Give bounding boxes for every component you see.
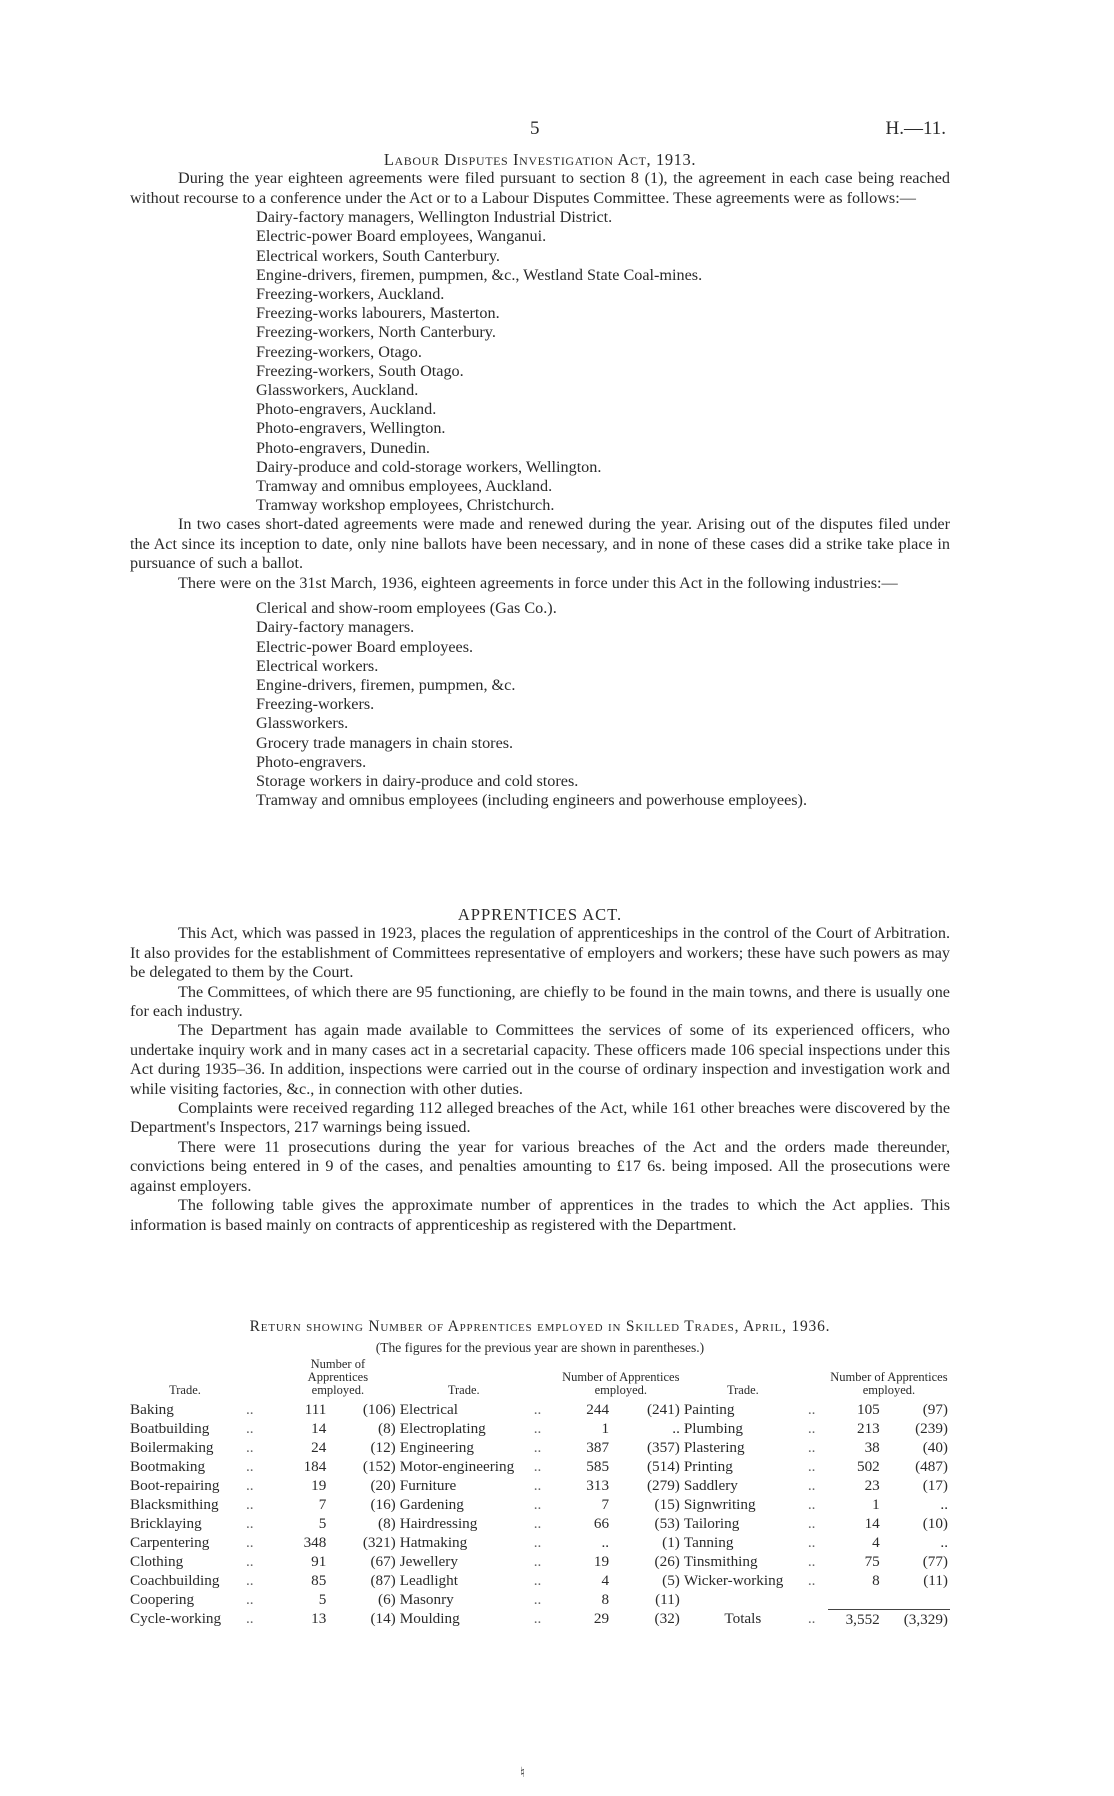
previous-year-count: (5): [662, 1572, 680, 1589]
apprentices-count: 1: [601, 1420, 610, 1437]
apprentices-count: 7: [601, 1496, 610, 1513]
trade-name: Bricklaying: [130, 1515, 202, 1532]
leader-dots: ..: [533, 1496, 542, 1513]
apprentices-count: 348: [303, 1534, 327, 1551]
trade-name: Saddlery: [683, 1477, 738, 1494]
leader-dots: ..: [533, 1439, 542, 1456]
previous-year-count: (514): [646, 1458, 680, 1475]
trade-name: Moulding: [399, 1610, 460, 1627]
header-trade: Trade.: [169, 1383, 201, 1397]
apprentices-paragraph: Complaints were received regarding 112 alleged breaches of the Act, while 161 other breaches were discovered by the Department's Inspectors, 217 warnings being issued.: [130, 1099, 950, 1137]
table-row: [128, 1609, 950, 1629]
trade-name: Plastering: [683, 1439, 745, 1456]
table-subtitle: (The figures for the previous year are shown in parentheses.): [375, 1340, 705, 1355]
table-row: [128, 1400, 950, 1419]
previous-year-count: (8): [378, 1420, 396, 1437]
industry-item: Photo-engravers.: [256, 752, 367, 771]
previous-year-count: (77): [922, 1553, 948, 1570]
page-number: 5: [530, 118, 540, 139]
agreement-item: Freezing-workers, Otago.: [256, 342, 422, 361]
leader-dots: ..: [246, 1420, 254, 1437]
agreement-item: Electrical workers, South Canterbury.: [256, 246, 500, 265]
apprentices-count: 19: [311, 1477, 327, 1494]
leader-dots: ..: [807, 1553, 816, 1570]
trade-name: Painting: [683, 1401, 735, 1418]
leader-dots: ..: [807, 1515, 816, 1532]
trade-name: [682, 1590, 804, 1609]
trade-name: Masonry: [399, 1591, 454, 1608]
trade-name: Cycle-working: [130, 1610, 222, 1627]
table-row: [128, 1495, 950, 1514]
apprentices-count: 8: [872, 1572, 880, 1589]
trade-name: Leadlight: [399, 1572, 458, 1589]
table-row: [128, 1476, 950, 1495]
labour-disputes-section: [130, 150, 950, 810]
table-row: [128, 1571, 950, 1590]
apprentices-count: 105: [856, 1401, 880, 1418]
leader-dots: [804, 1590, 828, 1609]
agreement-item: Freezing-workers, North Canterbury.: [256, 323, 496, 342]
apprentices-section: [130, 905, 950, 1235]
industry-item: Grocery trade managers in chain stores.: [256, 733, 514, 752]
previous-year-count: (87): [370, 1572, 396, 1589]
header-trade: Trade.: [726, 1383, 759, 1397]
agreement-item: Tramway workshop employees, Christchurch.: [256, 496, 555, 515]
header-number: Number of Apprentices employed.: [562, 1370, 680, 1397]
leader-dots: ..: [246, 1477, 254, 1494]
leader-dots: ..: [246, 1553, 254, 1570]
previous-year-count: (26): [654, 1553, 680, 1570]
agreement-item: Engine-drivers, firemen, pumpmen, &c., Westland State Coal-mines.: [256, 265, 703, 284]
table-row: [128, 1590, 950, 1609]
leader-dots: ..: [246, 1401, 254, 1418]
industry-item: Dairy-factory managers.: [256, 618, 415, 637]
agreements-list: [130, 208, 950, 515]
previous-year-count: (152): [362, 1458, 396, 1475]
apprentices-count: 14: [311, 1420, 327, 1437]
trade-name: Motor-engineering: [399, 1458, 515, 1475]
agreement-item: Photo-engravers, Wellington.: [256, 419, 446, 438]
apprentices-count: 8: [601, 1591, 610, 1608]
previous-year-count: ..: [940, 1534, 948, 1551]
table-row: [128, 1552, 950, 1571]
leader-dots: ..: [246, 1534, 254, 1551]
apprentices-count: 29: [593, 1610, 610, 1627]
table-row: [128, 1514, 950, 1533]
leader-dots: ..: [807, 1401, 816, 1418]
header-number: Number of Apprentices employed.: [307, 1357, 369, 1397]
apprentices-count: 184: [303, 1458, 327, 1475]
leader-dots: ..: [533, 1610, 542, 1627]
trade-name: Hatmaking: [399, 1534, 468, 1551]
trade-name: Tinsmithing: [683, 1553, 758, 1570]
previous-year-count: (239): [915, 1420, 948, 1437]
previous-year-count: (3,329): [882, 1609, 950, 1629]
apprentices-table: [128, 1358, 950, 1629]
previous-year-count: (15): [654, 1496, 680, 1513]
leader-dots: ..: [807, 1610, 816, 1627]
apprentices-paragraph: The following table gives the approximate number of apprentices in the trades to which the Act applies. This information is based mainly on contracts of apprenticeship as registered with the Department.: [130, 1196, 950, 1234]
leader-dots: ..: [807, 1477, 816, 1494]
leader-dots: ..: [533, 1420, 542, 1437]
previous-year-count: (279): [646, 1477, 680, 1494]
agreement-item: Freezing-workers, South Otago.: [256, 361, 464, 380]
previous-year-count: (106): [362, 1401, 396, 1418]
leader-dots: ..: [807, 1496, 816, 1513]
previous-year-count: ..: [672, 1420, 680, 1437]
leader-dots: ..: [807, 1572, 816, 1589]
apprentices-count: 66: [593, 1515, 610, 1532]
previous-year-count: (11): [655, 1591, 680, 1608]
apprentices-count: 5: [318, 1515, 327, 1532]
trade-name: Coopering: [130, 1591, 195, 1608]
trade-name: Gardening: [399, 1496, 464, 1513]
trade-name: Jewellery: [399, 1553, 458, 1570]
apprentices-count: 75: [864, 1553, 880, 1570]
labour-disputes-heading: Labour Disputes Investigation Act, 1913.: [383, 150, 697, 169]
apprentices-count: 7: [318, 1496, 327, 1513]
trade-name: Blacksmithing: [130, 1496, 219, 1513]
agreement-item: Dairy-factory managers, Wellington Industrial District.: [256, 208, 613, 227]
table-body: [128, 1400, 950, 1629]
leader-dots: ..: [246, 1572, 254, 1589]
trade-name: Tailoring: [683, 1515, 740, 1532]
apprentices-heading: APPRENTICES ACT.: [457, 905, 623, 924]
leader-dots: ..: [246, 1515, 254, 1532]
agreement-item: Freezing-workers, Auckland.: [256, 285, 445, 304]
apprentices-count: 91: [311, 1553, 327, 1570]
previous-year-count: (12): [370, 1439, 396, 1456]
trade-name: Totals: [724, 1610, 762, 1627]
previous-year-count: (32): [654, 1610, 680, 1627]
industry-item: Clerical and show-room employees (Gas Co.).: [256, 599, 557, 618]
leader-dots: ..: [807, 1420, 816, 1437]
apprentices-count: [828, 1590, 882, 1609]
apprentices-count: 1: [872, 1496, 880, 1513]
industries-list: [130, 599, 950, 810]
leader-dots: ..: [533, 1553, 542, 1570]
previous-year-count: (16): [370, 1496, 396, 1513]
header-number: Number of Apprentices employed.: [830, 1370, 948, 1397]
apprentices-paragraph: There were 11 prosecutions during the year for various breaches of the Act and the orders made thereunder, convictions being entered in 9 of the cases, and penalties amounting to £17 6s. being imposed. All the prosecutions were against employers.: [130, 1137, 950, 1195]
apprentices-count: 5: [318, 1591, 327, 1608]
apprentices-count: 14: [864, 1515, 880, 1532]
trade-name: Electrical: [399, 1401, 458, 1418]
apprentices-count: 502: [856, 1458, 880, 1475]
previous-year-count: (487): [915, 1458, 948, 1475]
previous-year-count: (67): [370, 1553, 396, 1570]
leader-dots: ..: [533, 1401, 542, 1418]
page-reference: H.—11.: [885, 118, 946, 139]
table-row: [128, 1533, 950, 1552]
apprentices-count: 38: [864, 1439, 880, 1456]
trade-name: Hairdressing: [399, 1515, 478, 1532]
apprentices-count: 313: [586, 1477, 610, 1494]
table-header-row: [128, 1358, 950, 1400]
leader-dots: ..: [246, 1496, 254, 1513]
trade-name: Wicker-working: [683, 1572, 784, 1589]
previous-year-count: [882, 1590, 950, 1609]
agreement-item: Dairy-produce and cold-storage workers, Wellington.: [256, 457, 602, 476]
trade-name: Boatbuilding: [130, 1420, 210, 1437]
previous-year-count: (1): [662, 1534, 680, 1551]
apprentices-count: 24: [311, 1439, 327, 1456]
table-row: [128, 1457, 950, 1476]
trade-name: Clothing: [130, 1553, 184, 1570]
previous-year-count: (97): [922, 1401, 948, 1418]
trade-name: Furniture: [399, 1477, 457, 1494]
table-row: [128, 1419, 950, 1438]
apprentices-count: 85: [311, 1572, 327, 1589]
apprentices-count: 23: [864, 1477, 880, 1494]
trade-name: Coachbuilding: [130, 1572, 220, 1589]
labour-intro-paragraph: During the year eighteen agreements were filed pursuant to section 8 (1), the agreement in each case being reached without recourse to a conference under the Act or to a Labour Disputes Committee. These agreements were as follows:—: [130, 169, 950, 207]
table-title: Return showing Number of Apprentices employed in Skilled Trades, April, 1936.: [249, 1318, 831, 1335]
leader-dots: ..: [246, 1458, 254, 1475]
industry-item: Storage workers in dairy-produce and cold stores.: [256, 771, 579, 790]
labour-paragraph-2: In two cases short-dated agreements were made and renewed during the year. Arising out of the disputes filed under the Act since its inception to date, only nine ballots have been necessary, and in none of these cases did a strike take place in pursuance of such a ballot.: [130, 515, 950, 573]
previous-year-count: (40): [922, 1439, 948, 1456]
apprentices-count: 213: [856, 1420, 880, 1437]
apprentices-paragraph: The Committees, of which there are 95 functioning, are chiefly to be found in the main towns, and there is usually one for each industry.: [130, 982, 950, 1021]
trade-name: Carpentering: [130, 1534, 210, 1551]
agreement-item: Electric-power Board employees, Wanganui.: [256, 227, 547, 246]
trade-name: Bootmaking: [130, 1458, 206, 1475]
agreement-item: Photo-engravers, Dunedin.: [256, 438, 430, 457]
header-trade: Trade.: [447, 1383, 480, 1397]
labour-paragraph-3: There were on the 31st March, 1936, eighteen agreements in force under this Act in the following industries:—: [178, 573, 898, 592]
previous-year-count: ..: [940, 1496, 948, 1513]
industry-item: Freezing-workers.: [256, 695, 375, 714]
trade-name: Plumbing: [683, 1420, 743, 1437]
previous-year-count: (8): [378, 1515, 396, 1532]
previous-year-count: (11): [923, 1572, 948, 1589]
previous-year-count: (17): [922, 1477, 948, 1494]
leader-dots: ..: [246, 1439, 254, 1456]
industry-item: Electrical workers.: [256, 656, 379, 675]
leader-dots: ..: [807, 1458, 816, 1475]
apprentices-count: 111: [304, 1401, 327, 1418]
previous-year-count: (53): [654, 1515, 680, 1532]
trade-name: Boilermaking: [130, 1439, 214, 1456]
trade-name: Baking: [130, 1401, 174, 1418]
trade-name: Electroplating: [399, 1420, 486, 1437]
previous-year-count: (357): [646, 1439, 680, 1456]
apprentices-count: 13: [311, 1610, 327, 1627]
apprentices-count: 387: [586, 1439, 610, 1456]
agreement-item: Photo-engravers, Auckland.: [256, 400, 437, 419]
agreement-item: Glassworkers, Auckland.: [256, 381, 419, 400]
previous-year-count: (20): [370, 1477, 396, 1494]
apprentices-count: 19: [593, 1553, 610, 1570]
apprentices-count: 4: [601, 1572, 610, 1589]
page-header: [0, 118, 1114, 144]
previous-year-count: (6): [378, 1591, 396, 1608]
apprentices-count: 3,552: [828, 1609, 882, 1629]
apprentices-paragraph: The Department has again made available to Committees the services of some of its experienced officers, who undertake inquiry work and in many cases act in a secretarial capacity. These officers made 106 special inspections under this Act during 1935–36. In addition, inspections were carried out in the course of ordinary inspection and investigation work and while visiting factories, &c., in connection with other duties.: [130, 1021, 950, 1098]
previous-year-count: (321): [362, 1534, 396, 1551]
trade-name: Engineering: [399, 1439, 474, 1456]
apprentices-count: ..: [601, 1534, 610, 1551]
previous-year-count: (10): [922, 1515, 948, 1532]
leader-dots: ..: [807, 1534, 816, 1551]
trade-name: Printing: [683, 1458, 733, 1475]
trade-name: Boot-repairing: [130, 1477, 220, 1494]
table-row: [128, 1438, 950, 1457]
leader-dots: ..: [533, 1572, 542, 1589]
previous-year-count: (14): [370, 1610, 396, 1627]
agreement-item: Freezing-works labourers, Masterton.: [256, 304, 500, 323]
leader-dots: ..: [246, 1591, 254, 1608]
previous-year-count: (241): [646, 1401, 680, 1418]
industry-item: Engine-drivers, firemen, pumpmen, &c.: [256, 675, 516, 694]
industry-item: Glassworkers.: [256, 714, 349, 733]
industry-item: Tramway and omnibus employees (including engineers and powerhouse employees).: [256, 791, 807, 810]
trade-name: Signwriting: [683, 1496, 756, 1513]
industry-item: Electric-power Board employees.: [256, 637, 474, 656]
apprentices-count: 585: [586, 1458, 610, 1475]
leader-dots: ..: [533, 1534, 542, 1551]
apprentices-count: 244: [586, 1401, 610, 1418]
agreement-item: Tramway and omnibus employees, Auckland.: [256, 477, 553, 496]
trade-name: Tanning: [683, 1534, 734, 1551]
leader-dots: ..: [807, 1439, 816, 1456]
leader-dots: ..: [533, 1515, 542, 1532]
leader-dots: ..: [533, 1477, 542, 1494]
footer-mark: ♮: [520, 1766, 526, 1781]
leader-dots: ..: [246, 1610, 254, 1627]
leader-dots: ..: [533, 1458, 542, 1475]
leader-dots: ..: [533, 1591, 542, 1608]
apprentices-paragraph: This Act, which was passed in 1923, places the regulation of apprenticeships in the control of the Court of Arbitration. It also provides for the establishment of Committees representative of employers and workers; these have such powers as may be delegated to them by the Court.: [130, 924, 950, 982]
apprentices-count: 4: [872, 1534, 880, 1551]
